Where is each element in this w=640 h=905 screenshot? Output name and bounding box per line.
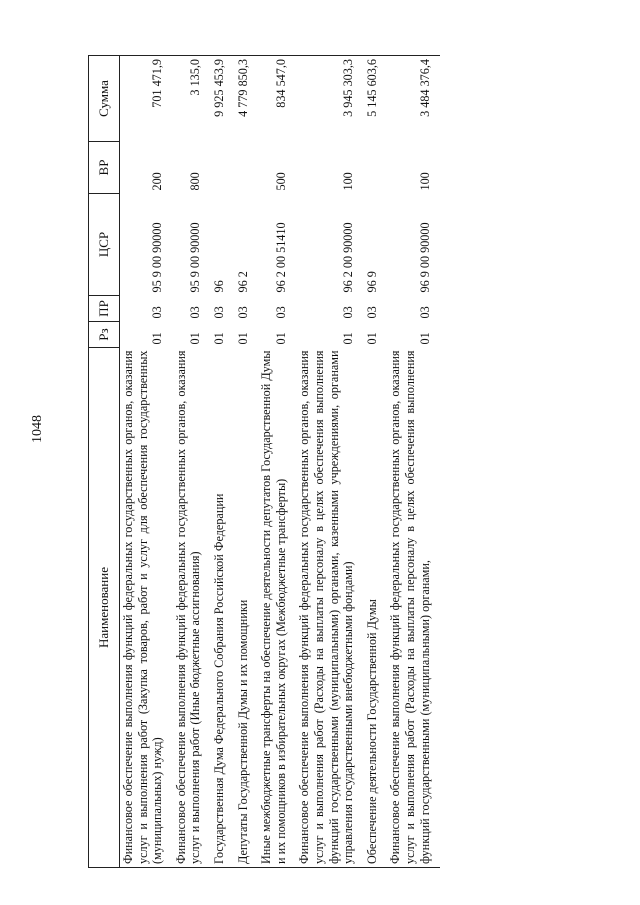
header-vr: ВР	[89, 142, 120, 194]
table-row	[296, 56, 363, 868]
row-rz: 01	[364, 332, 379, 345]
header-name: Наименование	[89, 348, 120, 868]
row-csr: 95 9 00 90000	[188, 222, 203, 293]
row-name: Финансовое обеспечение выполнения функций федеральных государственных органов, оказания услуг и выполнения работ (Закупка товаров, работ и услуг для обеспечения государственных (муниципальных) нужд)	[120, 348, 173, 868]
table-row	[235, 56, 259, 868]
row-rz: 01	[273, 332, 288, 345]
row-csr: 96 2	[235, 271, 250, 293]
row-vr: 800	[188, 172, 203, 191]
row-vr: 500	[273, 172, 288, 191]
row-sum: 3 484 376,4	[387, 56, 440, 142]
table-row	[173, 56, 211, 868]
row-rz: 01	[211, 332, 226, 345]
page-number: 1048	[30, 415, 45, 443]
table-row	[387, 56, 440, 868]
header-pr: ПР	[89, 296, 120, 322]
row-pr: 03	[364, 306, 379, 319]
row-csr: 96 2 00 90000	[341, 222, 356, 293]
row-vr	[364, 142, 388, 194]
row-pr: 03	[417, 306, 432, 319]
header-csr: ЦСР	[89, 194, 120, 296]
table-row	[120, 56, 173, 868]
header-sum: Сумма	[89, 56, 120, 142]
row-name: Финансовое обеспечение выполнения функций федеральных государственных органов, оказания услуг и выполнения работ (Расходы на выплаты персоналу в целях обеспечения выполнения функций государственными (муниципальными) органами,	[387, 348, 440, 868]
row-sum: 3 135,0	[173, 56, 211, 142]
row-vr: 100	[417, 172, 432, 191]
row-pr: 03	[235, 306, 250, 319]
row-rz: 01	[150, 332, 165, 345]
row-csr: 96 9 00 90000	[417, 222, 432, 293]
table-row	[364, 56, 388, 868]
table-row	[211, 56, 235, 868]
row-rz: 01	[235, 332, 250, 345]
row-pr: 03	[211, 306, 226, 319]
row-name: Финансовое обеспечение выполнения функций федеральных государственных органов, оказания услуг и выполнения работ (Иные бюджетные ассигнования)	[173, 348, 211, 868]
header-rz: Рз	[89, 322, 120, 348]
row-name: Финансовое обеспечение выполнения функций федеральных государственных органов, оказания услуг и выполнения работ (Расходы на выплаты персоналу в целях обеспечения выполнения функций государственными (муниципальными) органами, казенными учреждениями, органами управления государственными внебюджетными фондами)	[296, 348, 363, 868]
row-sum: 3 945 303,3	[296, 56, 363, 142]
table-header	[89, 56, 120, 868]
budget-table	[88, 55, 440, 868]
row-sum: 9 925 453,9	[211, 56, 235, 142]
row-vr	[235, 142, 259, 194]
row-sum: 5 145 603,6	[364, 56, 388, 142]
row-csr: 96 2 00 51410	[273, 222, 288, 293]
rotated-table-container	[88, 56, 608, 868]
row-pr: 03	[341, 306, 356, 319]
row-rz: 01	[341, 332, 356, 345]
row-csr: 96	[211, 280, 226, 293]
row-sum: 701 471,9	[120, 56, 173, 142]
row-pr: 03	[150, 306, 165, 319]
row-name: Государственная Дума Федерального Собрания Российской Федерации	[211, 348, 235, 868]
row-sum: 4 779 850,3	[235, 56, 259, 142]
row-pr: 03	[188, 306, 203, 319]
row-name: Обеспечение деятельности Государственной Думы	[364, 348, 388, 868]
row-csr: 96 9	[364, 271, 379, 293]
row-sum: 834 547,0	[258, 56, 296, 142]
row-name: Иные межбюджетные трансферты на обеспечение деятельности депутатов Государственной Думы и их помощников в избирательных округах (Межбюджетные трансферты)	[258, 348, 296, 868]
table-row	[258, 56, 296, 868]
row-vr: 200	[150, 172, 165, 191]
row-pr: 03	[273, 306, 288, 319]
row-csr: 95 9 00 90000	[150, 222, 165, 293]
row-vr	[211, 142, 235, 194]
table-body	[120, 56, 441, 868]
row-rz: 01	[417, 332, 432, 345]
row-vr: 100	[341, 172, 356, 191]
row-rz: 01	[188, 332, 203, 345]
row-name: Депутаты Государственной Думы и их помощники	[235, 348, 259, 868]
